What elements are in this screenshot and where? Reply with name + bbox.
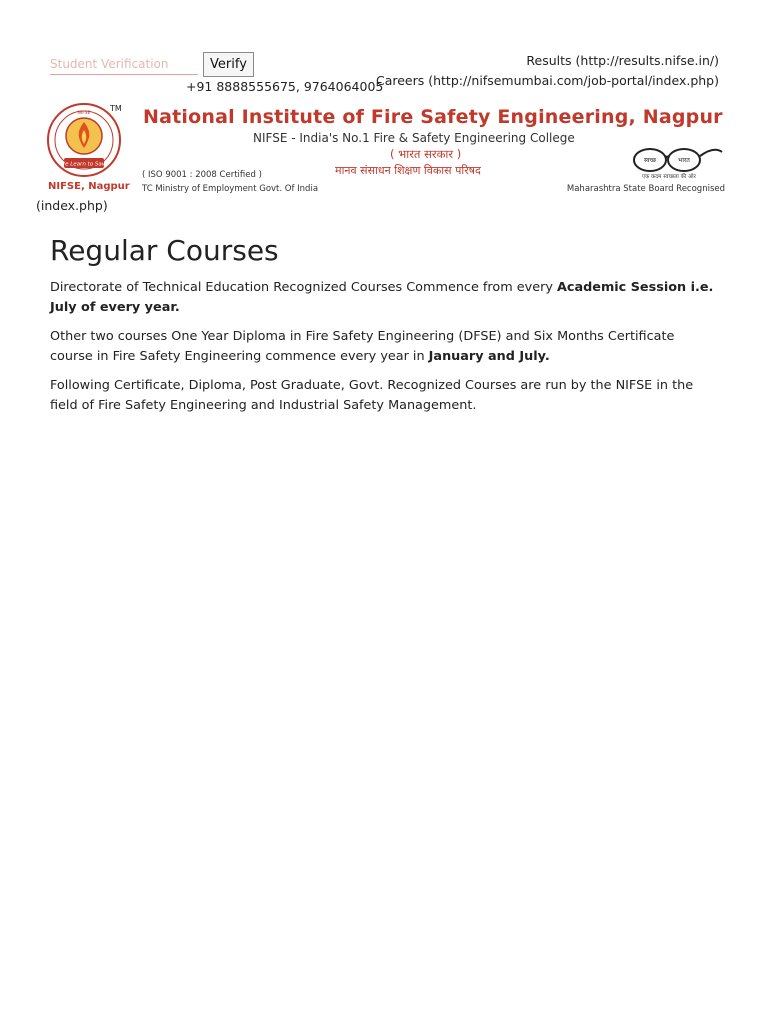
paragraph-bold-text: January and July. [428,349,550,364]
paragraph-text: Following Certificate, Diploma, Post Graduate, Govt. Recognized Courses are run by the NIFSE in the field of Fire Safety Engineering and Industrial Safety Management. [50,378,694,413]
logo-caption: NIFSE, Nagpur [48,181,130,192]
svg-text:स्वच्छ: स्वच्छ [643,157,657,164]
bharat-sarkar-label: ( भारत सरकार ) [390,147,462,161]
trademark-symbol: TM [110,104,122,113]
verify-button[interactable]: Verify [203,52,254,77]
student-verification-input[interactable] [50,54,198,75]
svg-text:NIFSE: NIFSE [77,111,91,116]
header-banner [40,100,730,200]
iso-certification: ( ISO 9001 : 2008 Certified ) [142,170,262,180]
careers-link[interactable]: Careers (http://nifsemumbai.com/job-portal/index.php) [375,73,719,88]
paragraph-text: Other two courses One Year Diploma in Fire Safety Engineering (DFSE) and Six Months Certificate course in Fire Safety Engineering commence every year in [50,329,675,364]
institute-name: National Institute of Fire Safety Engineering, Nagpur [143,106,723,128]
main-content [50,232,720,425]
paragraph-following-courses [50,376,720,416]
paragraph-academic-session [50,278,720,318]
page-title: Regular Courses [50,234,279,267]
paragraph-bold-text: Academic Session i.e. July of every year. [50,280,714,315]
swachh-caption: एक कदम स्वच्छता की ओर [642,174,696,180]
state-board-label: Maharashtra State Board Recognised [566,184,725,194]
phone-numbers: +91 8888555675, 9764064005 [186,79,384,94]
institute-tagline: NIFSE - India's No.1 Fire & Safety Engineering College [253,131,575,145]
paragraph-other-courses [50,327,720,367]
mhrd-label: मानव संसाधन शिक्षण विकास परिषद [335,164,481,177]
tc-ministry-label: TC Ministry of Employment Govt. Of India [142,184,319,194]
paragraph-text: Directorate of Technical Education Recognized Courses Commence from every [50,280,557,295]
home-index-link[interactable]: (index.php) [36,198,108,213]
svg-text:We Learn to Save: We Learn to Save [59,161,109,168]
svg-text:भारत: भारत [678,157,690,164]
results-link[interactable]: Results (http://results.nifse.in/) [526,53,719,68]
